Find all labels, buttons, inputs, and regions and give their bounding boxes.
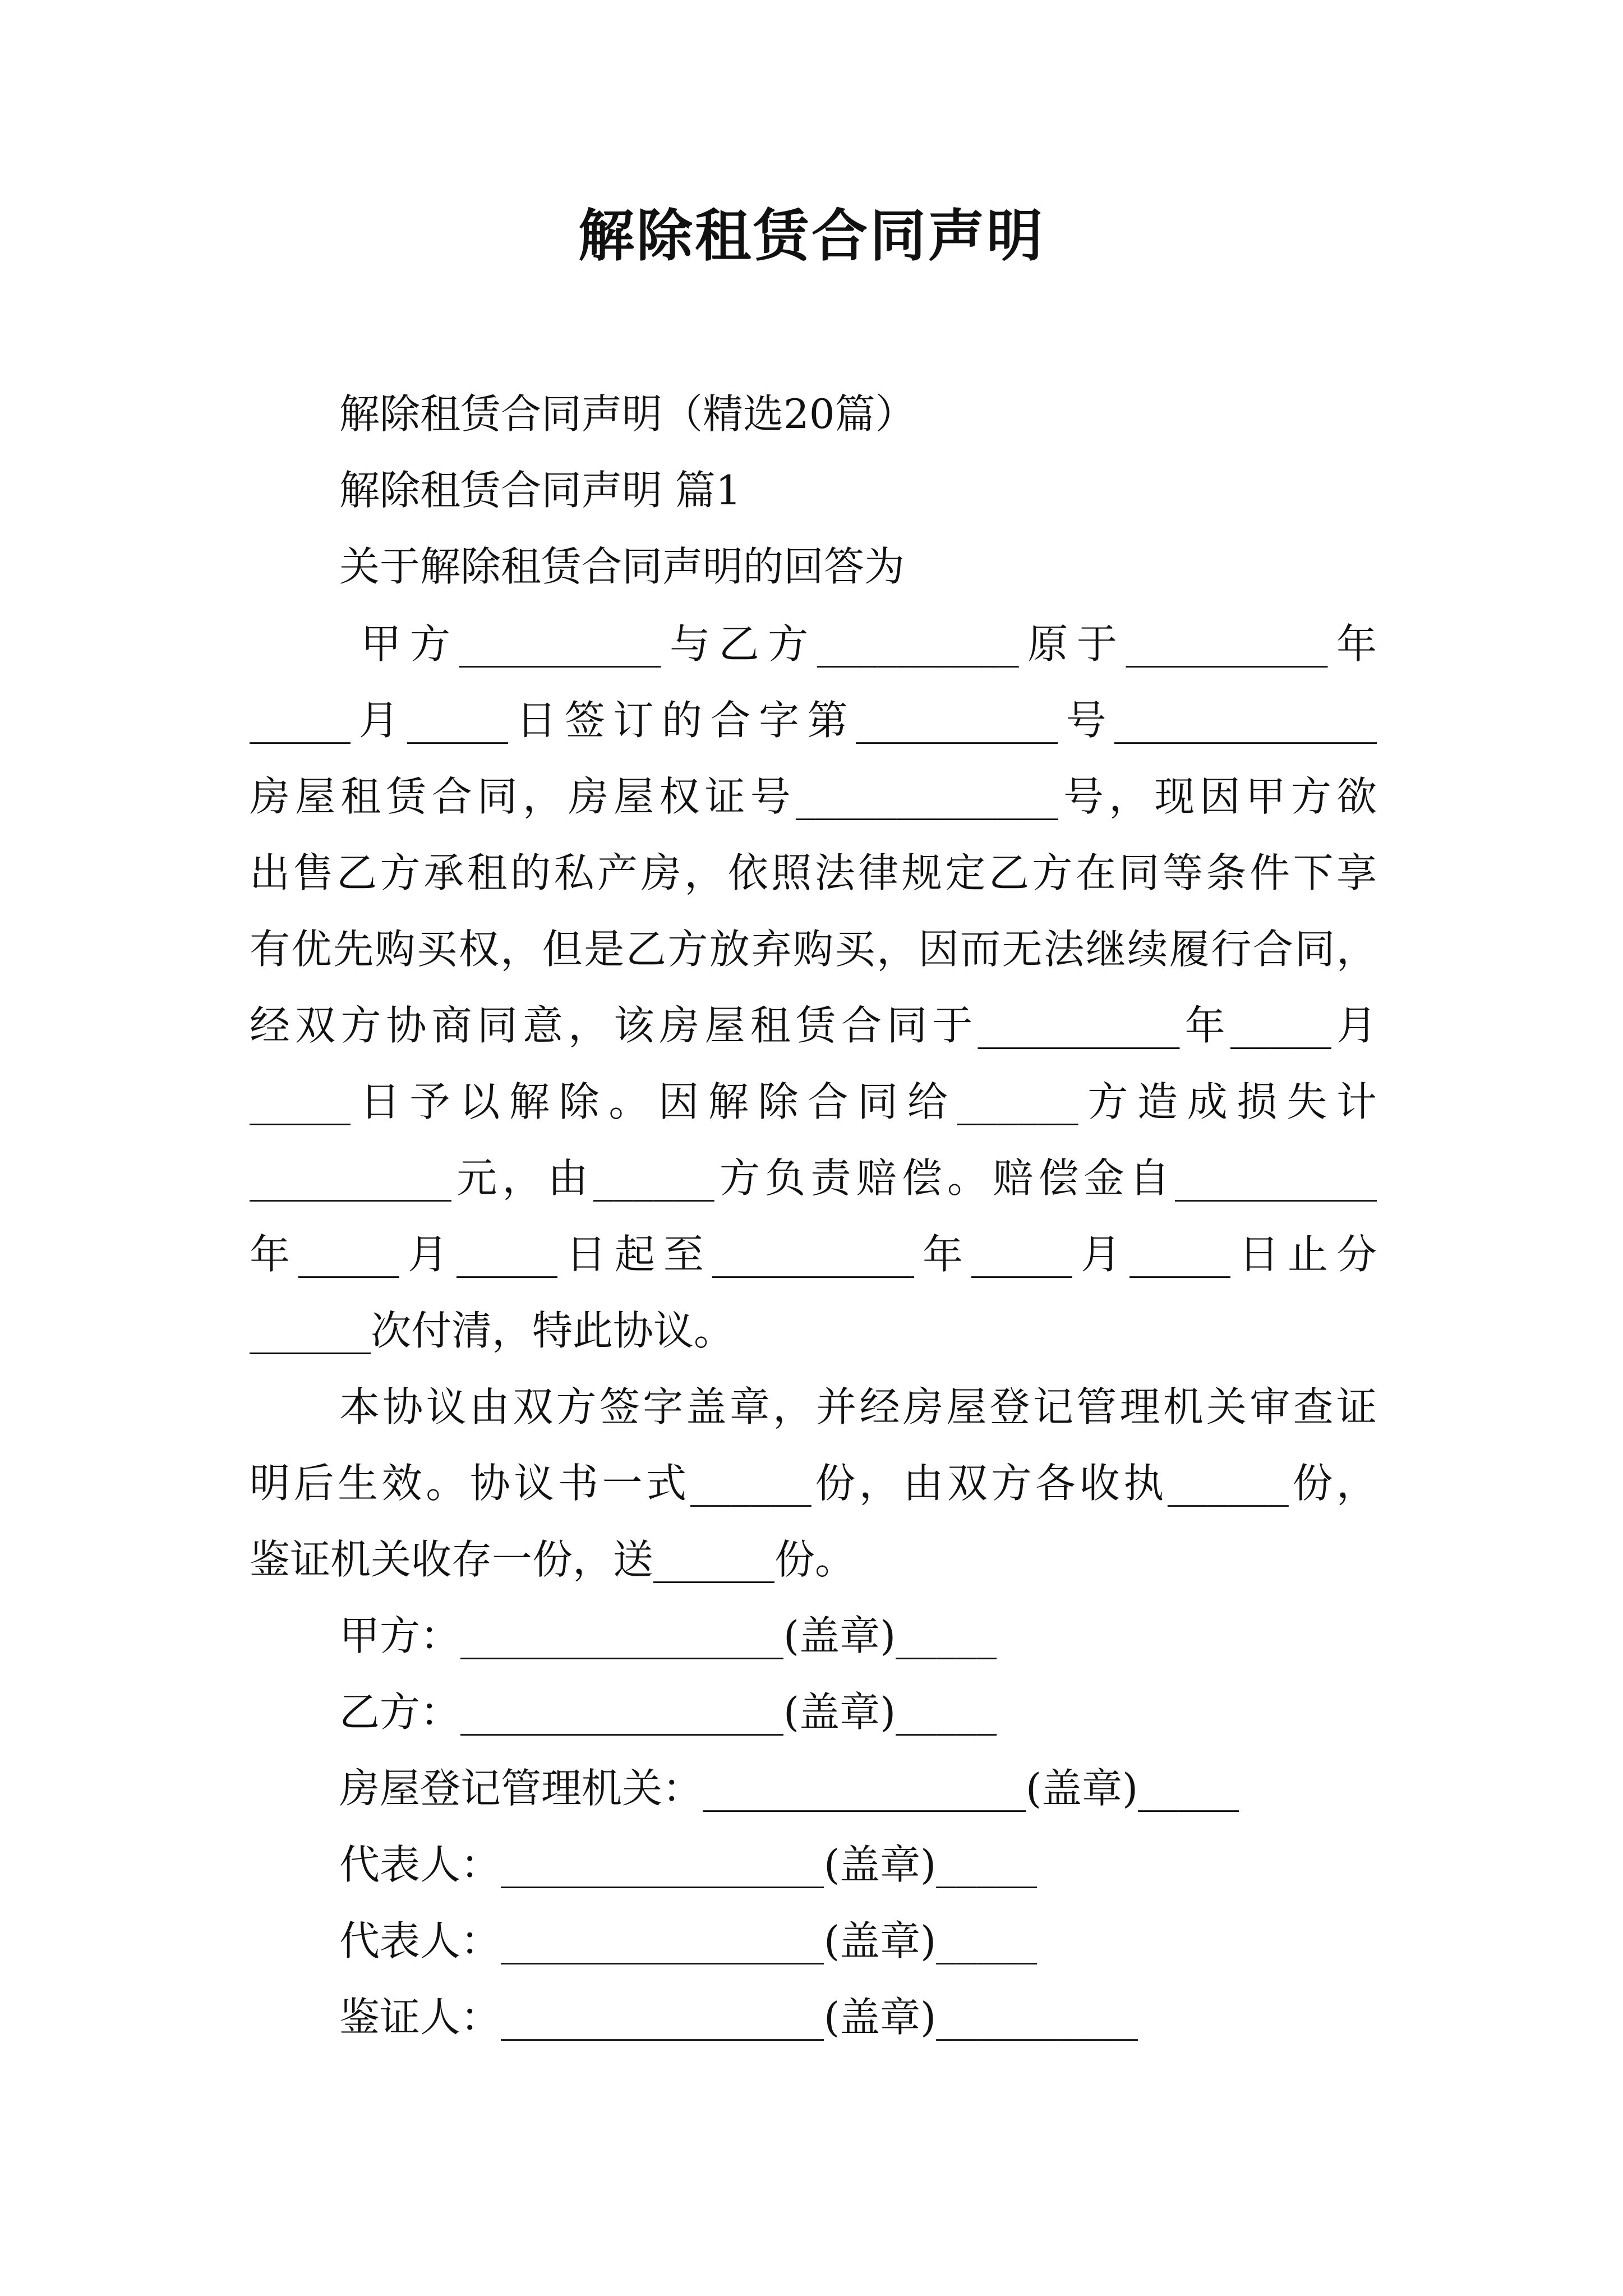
- subtitle-line: 解除租赁合同声明（精选20篇）: [339, 390, 916, 438]
- signature-party-a: 甲方：________________(盖章)_____: [339, 1612, 997, 1659]
- section-heading: 解除租赁合同声明 篇1: [339, 467, 741, 514]
- document-title: 解除租赁合同声明: [578, 203, 1045, 269]
- signature-party-b: 乙方：________________(盖章)_____: [339, 1688, 997, 1736]
- signature-representative: 代表人：________________(盖章)_____: [339, 1917, 1038, 1964]
- body-line: 有优先购买权，但是乙方放弃购买，因而无法继续履行合同，: [250, 926, 1377, 973]
- body-line: 房屋租赁合同，房屋权证号_____________号，现因甲方欲: [250, 773, 1377, 820]
- body-line: 年_____月_____日起至__________年_____月_____日止分: [250, 1231, 1377, 1278]
- body-line: 本协议由双方签字盖章，并经房屋登记管理机关审查证: [339, 1383, 1377, 1430]
- signature-registry: 房屋登记管理机关：________________(盖章)_____: [339, 1765, 1239, 1812]
- body-line: 出售乙方承租的私产房，依照法律规定乙方在同等条件下享: [250, 849, 1377, 896]
- body-line: __________元，由______方负责赔偿。赔偿金自__________: [250, 1154, 1377, 1202]
- body-line: ______次付清，特此协议。: [250, 1307, 735, 1354]
- body-line: _____日予以解除。因解除合同给______方造成损失计: [250, 1078, 1377, 1125]
- body-line: 甲方__________与乙方__________原于__________年: [339, 620, 1377, 668]
- intro-line: 关于解除租赁合同声明的回答为: [339, 543, 905, 590]
- signature-witness: 鉴证人：________________(盖章)__________: [339, 1994, 1138, 2041]
- signature-representative: 代表人：________________(盖章)_____: [339, 1841, 1038, 1888]
- body-line: 经双方协商同意，该房屋租赁合同于__________年_____月: [250, 1002, 1377, 1049]
- body-line: _____月_____日签订的合字第__________号_____________: [250, 697, 1377, 744]
- body-line: 鉴证机关收存一份，送______份。: [250, 1536, 856, 1583]
- body-line: 明后生效。协议书一式______份，由双方各收执______份，: [250, 1460, 1377, 1507]
